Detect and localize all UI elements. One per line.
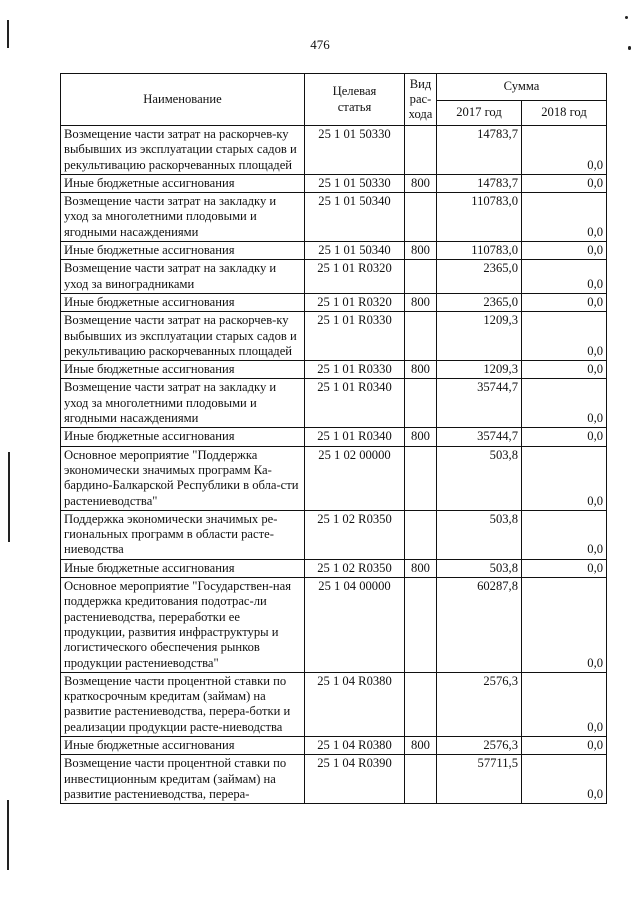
header-sum: Сумма	[437, 74, 607, 101]
row-target-code: 25 1 01 R0330	[305, 312, 405, 361]
row-name: Возмещение части затрат на закладку и уход за виноградниками	[61, 260, 305, 294]
row-name: Возмещение части затрат на раскорчев-ку выбывших из эксплуатации старых садов и рекультивацию раскорчеванных площадей	[61, 126, 305, 175]
row-name: Иные бюджетные ассигнования	[61, 559, 305, 577]
row-vid: 800	[405, 361, 437, 379]
row-vid	[405, 260, 437, 294]
row-vid	[405, 446, 437, 510]
row-target-code: 25 1 01 R0330	[305, 361, 405, 379]
scan-edge-mark	[8, 452, 10, 542]
row-vid	[405, 672, 437, 736]
row-name: Основное мероприятие "Государствен-ная поддержка кредитования подотрас-ли растениеводства, переработки ее продукции, развития инфраструктуры и логистического обеспечения рынков продукции растениеводства"	[61, 578, 305, 673]
row-name: Иные бюджетные ассигнования	[61, 361, 305, 379]
header-target: Целевая статья	[305, 74, 405, 126]
row-2017: 2576,3	[437, 672, 522, 736]
row-2018: 0,0	[522, 578, 607, 673]
row-vid	[405, 578, 437, 673]
row-2017: 2365,0	[437, 293, 522, 311]
row-target-code: 25 1 01 50340	[305, 193, 405, 242]
row-2018: 0,0	[522, 736, 607, 754]
row-2017: 110783,0	[437, 193, 522, 242]
row-2018: 0,0	[522, 379, 607, 428]
row-name: Поддержка экономически значимых ре-гиональных программ в области расте-ниеводства	[61, 510, 305, 559]
header-vid: Вид рас-хода	[405, 74, 437, 126]
row-2017: 503,8	[437, 510, 522, 559]
row-vid	[405, 126, 437, 175]
row-2017: 110783,0	[437, 242, 522, 260]
row-name: Возмещение части процентной ставки по краткосрочным кредитам (займам) на развитие растениеводства, перера-ботки и реализации продукции расте-ниеводства	[61, 672, 305, 736]
table-row	[61, 428, 607, 446]
table-row	[61, 193, 607, 242]
table-row	[61, 361, 607, 379]
row-vid	[405, 755, 437, 804]
row-2017: 57711,5	[437, 755, 522, 804]
row-target-code: 25 1 01 R0320	[305, 293, 405, 311]
row-vid: 800	[405, 293, 437, 311]
table-row	[61, 126, 607, 175]
table-row	[61, 174, 607, 192]
row-2018: 0,0	[522, 260, 607, 294]
header-2017: 2017 год	[437, 101, 522, 126]
table-row	[61, 755, 607, 804]
row-2017: 503,8	[437, 446, 522, 510]
table-row	[61, 736, 607, 754]
row-vid	[405, 193, 437, 242]
row-name: Иные бюджетные ассигнования	[61, 428, 305, 446]
row-target-code: 25 1 01 R0340	[305, 379, 405, 428]
header-name: Наименование	[61, 74, 305, 126]
row-target-code: 25 1 01 50340	[305, 242, 405, 260]
row-target-code: 25 1 04 R0390	[305, 755, 405, 804]
budget-table	[60, 73, 607, 804]
table-row	[61, 260, 607, 294]
row-target-code: 25 1 01 50330	[305, 126, 405, 175]
row-2017: 35744,7	[437, 379, 522, 428]
row-target-code: 25 1 02 00000	[305, 446, 405, 510]
row-2017: 2576,3	[437, 736, 522, 754]
row-name: Возмещение части затрат на раскорчев-ку выбывших из эксплуатации старых садов и рекультивацию раскорчеванных площадей	[61, 312, 305, 361]
row-2018: 0,0	[522, 312, 607, 361]
table-row	[61, 242, 607, 260]
row-target-code: 25 1 01 50330	[305, 174, 405, 192]
row-2017: 2365,0	[437, 260, 522, 294]
row-target-code: 25 1 02 R0350	[305, 510, 405, 559]
table-row	[61, 293, 607, 311]
row-vid	[405, 510, 437, 559]
table-row	[61, 312, 607, 361]
row-2017: 35744,7	[437, 428, 522, 446]
table-row	[61, 379, 607, 428]
row-2018: 0,0	[522, 293, 607, 311]
row-2018: 0,0	[522, 559, 607, 577]
row-vid	[405, 379, 437, 428]
row-2017: 1209,3	[437, 312, 522, 361]
row-2018: 0,0	[522, 174, 607, 192]
row-vid: 800	[405, 242, 437, 260]
row-2018: 0,0	[522, 510, 607, 559]
table-row	[61, 672, 607, 736]
row-2017: 503,8	[437, 559, 522, 577]
scan-edge-mark	[7, 800, 9, 870]
table-row	[61, 559, 607, 577]
table-row	[61, 446, 607, 510]
row-2017: 60287,8	[437, 578, 522, 673]
row-2018: 0,0	[522, 755, 607, 804]
row-target-code: 25 1 01 R0340	[305, 428, 405, 446]
row-name: Возмещение части затрат на закладку и уход за многолетними плодовыми и ягодными насаждениями	[61, 379, 305, 428]
row-target-code: 25 1 04 R0380	[305, 672, 405, 736]
row-name: Основное мероприятие "Поддержка экономически значимых программ Ка-бардино-Балкарской Республики в обла-сти растениеводства"	[61, 446, 305, 510]
row-2018: 0,0	[522, 242, 607, 260]
scan-edge-mark	[625, 16, 628, 19]
page-number: 476	[310, 37, 330, 52]
row-target-code: 25 1 02 R0350	[305, 559, 405, 577]
row-2017: 14783,7	[437, 174, 522, 192]
row-2018: 0,0	[522, 446, 607, 510]
row-2018: 0,0	[522, 428, 607, 446]
row-2018: 0,0	[522, 126, 607, 175]
row-name: Возмещение части затрат на закладку и уход за многолетними плодовыми и ягодными насаждениями	[61, 193, 305, 242]
row-vid: 800	[405, 559, 437, 577]
row-name: Иные бюджетные ассигнования	[61, 293, 305, 311]
row-2018: 0,0	[522, 193, 607, 242]
row-vid: 800	[405, 174, 437, 192]
row-2018: 0,0	[522, 361, 607, 379]
row-vid	[405, 312, 437, 361]
row-vid: 800	[405, 428, 437, 446]
row-vid: 800	[405, 736, 437, 754]
row-target-code: 25 1 04 00000	[305, 578, 405, 673]
row-2018: 0,0	[522, 672, 607, 736]
row-2017: 1209,3	[437, 361, 522, 379]
row-2017: 14783,7	[437, 126, 522, 175]
header-2018: 2018 год	[522, 101, 607, 126]
table-row	[61, 510, 607, 559]
row-target-code: 25 1 04 R0380	[305, 736, 405, 754]
row-name: Иные бюджетные ассигнования	[61, 242, 305, 260]
row-target-code: 25 1 01 R0320	[305, 260, 405, 294]
row-name: Иные бюджетные ассигнования	[61, 736, 305, 754]
row-name: Иные бюджетные ассигнования	[61, 174, 305, 192]
table-row	[61, 578, 607, 673]
row-name: Возмещение части процентной ставки по инвестиционным кредитам (займам) на развитие растениеводства, перера-	[61, 755, 305, 804]
